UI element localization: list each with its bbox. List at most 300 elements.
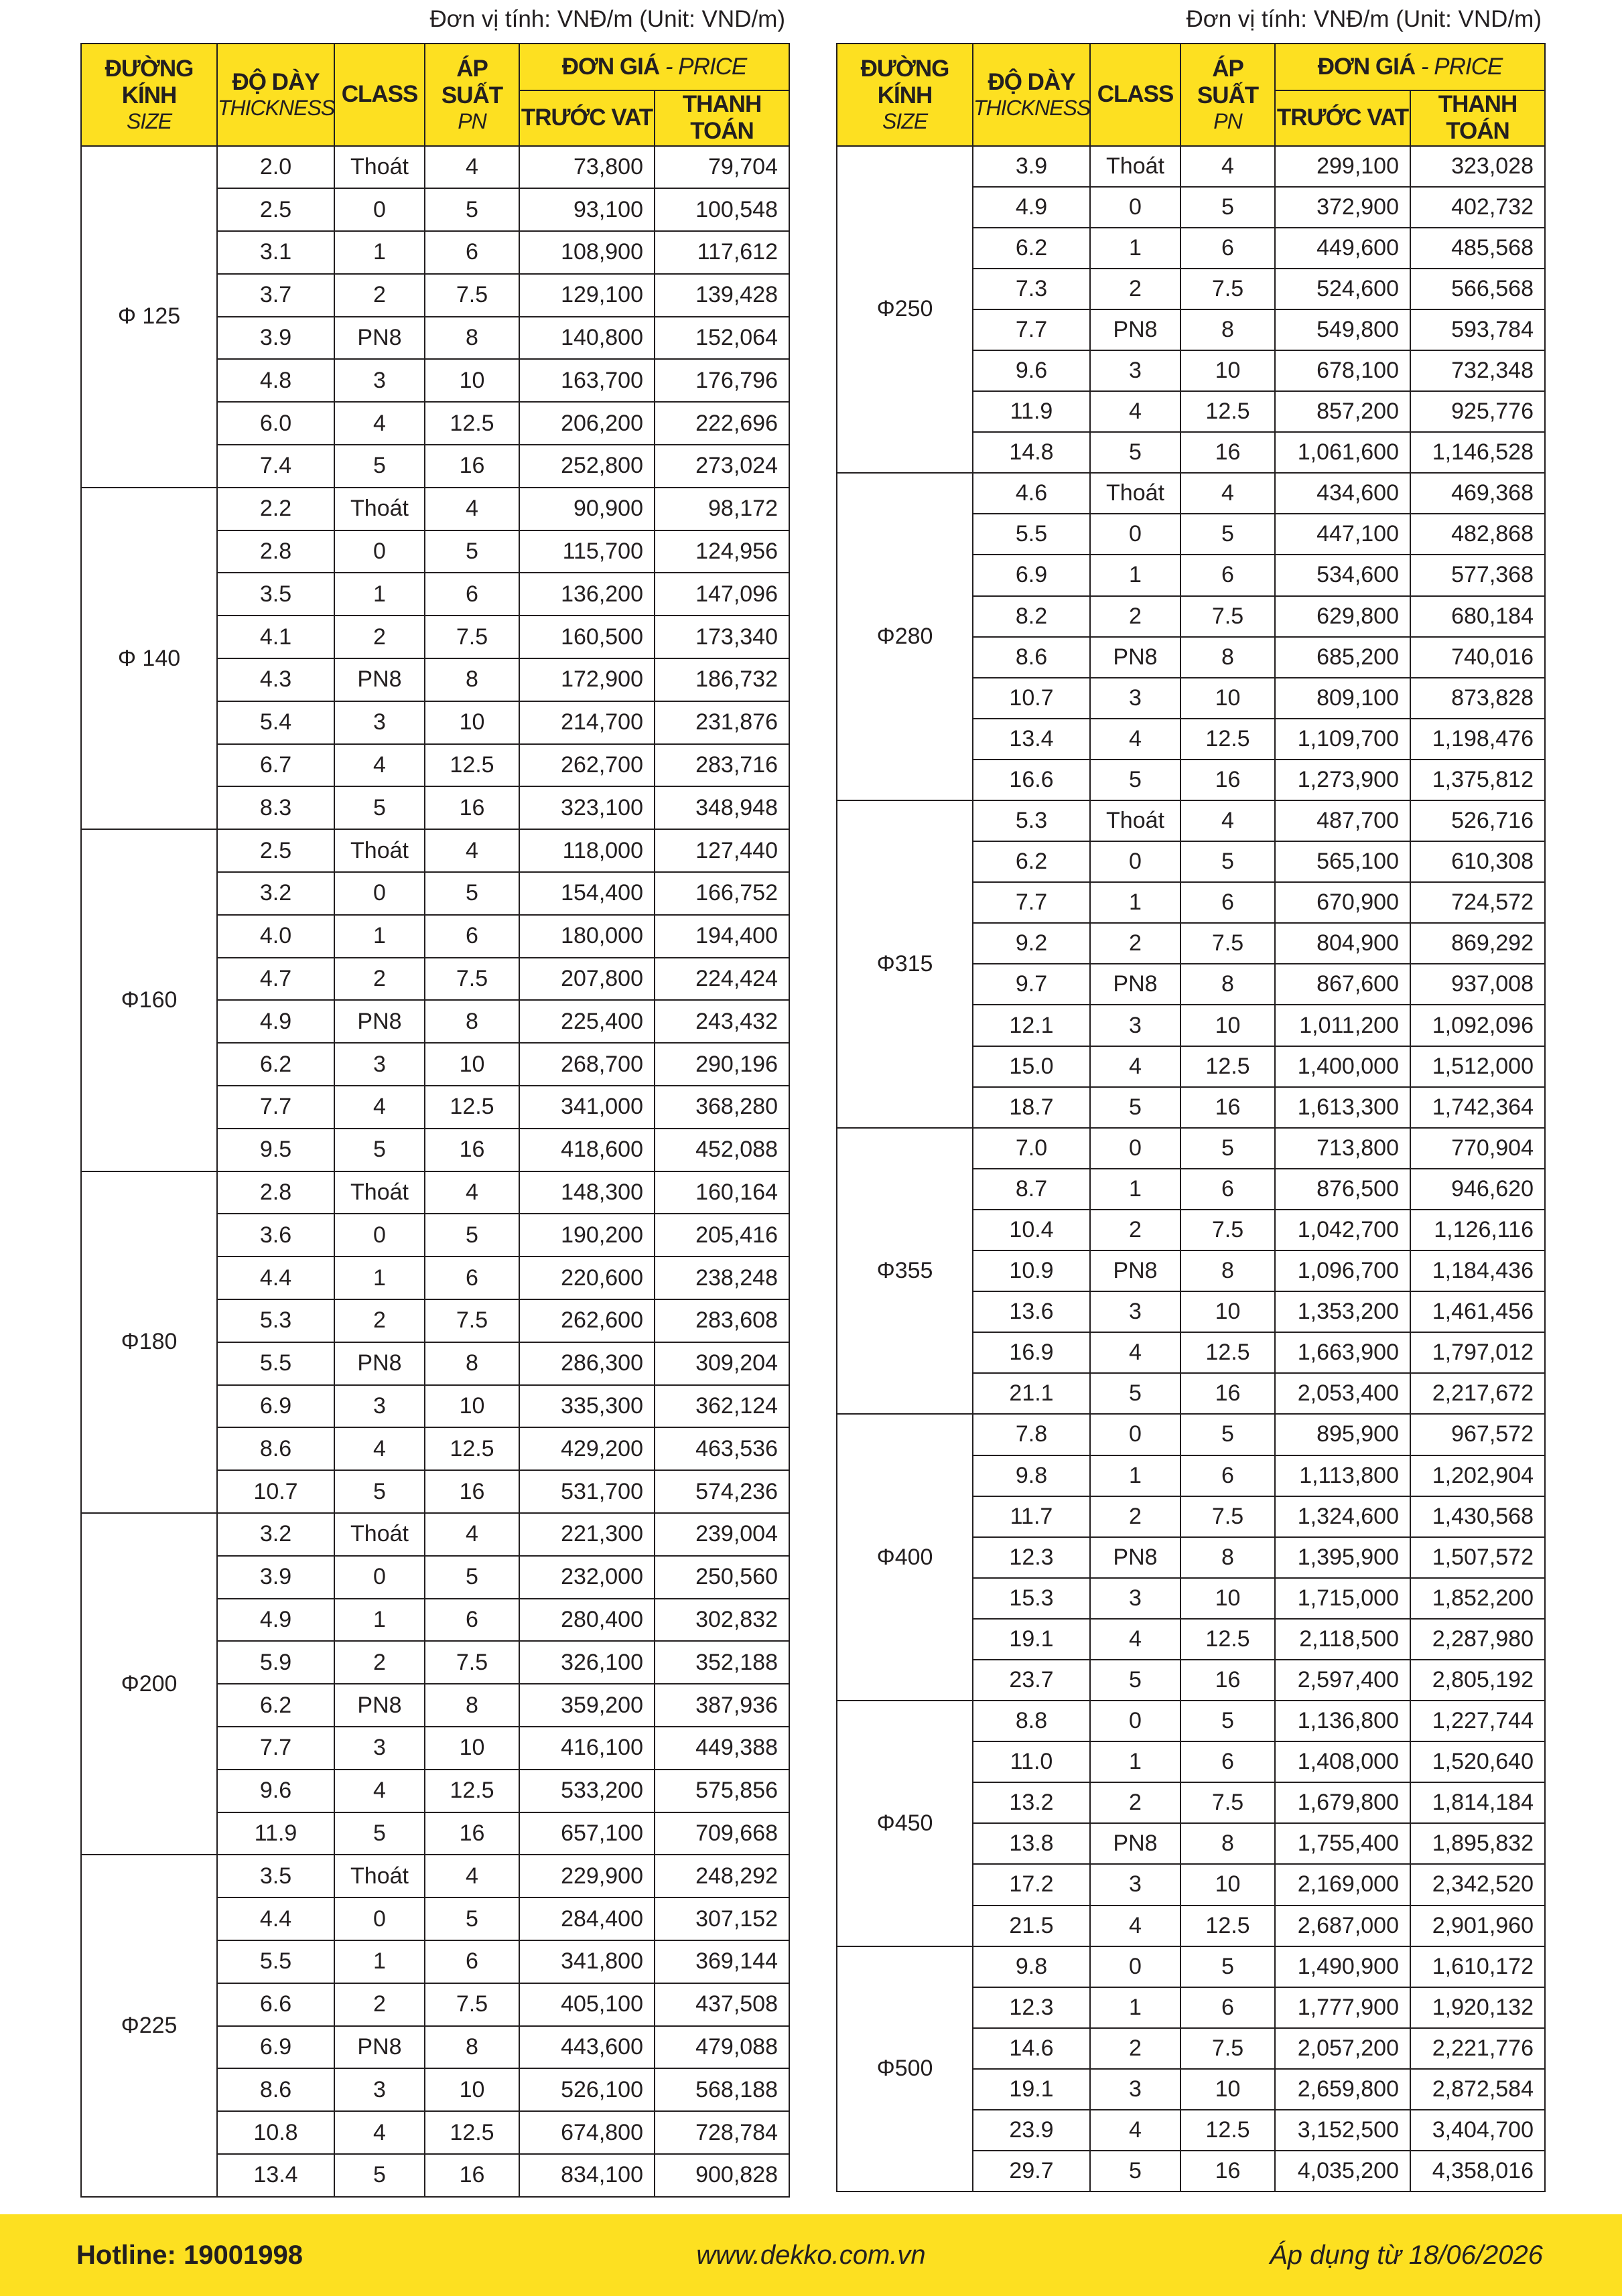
- class-cell: 4: [1090, 391, 1180, 432]
- payment-price-cell: 139,428: [655, 274, 789, 317]
- pre-vat-price-cell: 207,800: [519, 958, 655, 1001]
- class-cell: 2: [1090, 2028, 1180, 2069]
- thickness-cell: 3.2: [217, 1513, 334, 1556]
- class-cell: 4: [334, 2111, 425, 2154]
- payment-price-cell: 186,732: [655, 658, 789, 701]
- pre-vat-price-cell: 4,035,200: [1275, 2151, 1410, 2192]
- pressure-cell: 12.5: [1180, 2110, 1275, 2151]
- thickness-cell: 4.1: [217, 616, 334, 658]
- thickness-cell: 5.5: [217, 1342, 334, 1385]
- thickness-cell: 8.3: [217, 786, 334, 829]
- pre-vat-price-cell: 533,200: [519, 1770, 655, 1812]
- class-cell: 3: [1090, 1005, 1180, 1046]
- class-cell: Thoát: [334, 1855, 425, 1897]
- payment-price-cell: 323,028: [1410, 146, 1545, 187]
- pre-vat-price-cell: 2,053,400: [1275, 1373, 1410, 1414]
- pre-vat-price-cell: 549,800: [1275, 309, 1410, 350]
- payment-price-cell: 1,852,200: [1410, 1578, 1545, 1619]
- pre-vat-price-cell: 713,800: [1275, 1128, 1410, 1169]
- pre-vat-price-cell: 1,679,800: [1275, 1782, 1410, 1823]
- payment-price-cell: 1,920,132: [1410, 1987, 1545, 2028]
- pre-vat-price-cell: 857,200: [1275, 391, 1410, 432]
- pre-vat-price-cell: 834,100: [519, 2154, 655, 2197]
- payment-price-cell: 482,868: [1410, 514, 1545, 555]
- pressure-header: ÁP SUẤT PN: [425, 44, 519, 146]
- payment-price-cell: 2,901,960: [1410, 1906, 1545, 1946]
- pre-vat-price-cell: 449,600: [1275, 228, 1410, 269]
- class-cell: 0: [334, 872, 425, 915]
- payment-price-cell: 173,340: [655, 616, 789, 658]
- pressure-cell: 5: [1180, 1701, 1275, 1741]
- payment-price-cell: 243,432: [655, 1000, 789, 1043]
- table-row: [81, 488, 789, 530]
- pressure-cell: 4: [1180, 800, 1275, 841]
- pre-vat-price-cell: 867,600: [1275, 964, 1410, 1005]
- thickness-cell: 6.2: [973, 841, 1090, 882]
- payment-price-cell: 100,548: [655, 188, 789, 231]
- pre-vat-price-cell: 1,096,700: [1275, 1250, 1410, 1291]
- class-cell: 1: [1090, 1741, 1180, 1782]
- pre-vat-price-cell: 341,000: [519, 1086, 655, 1129]
- class-cell: PN8: [1090, 964, 1180, 1005]
- pre-vat-price-cell: 416,100: [519, 1727, 655, 1770]
- payment-price-cell: 770,904: [1410, 1128, 1545, 1169]
- class-cell: 3: [334, 1727, 425, 1770]
- class-cell: 4: [334, 1427, 425, 1470]
- pressure-cell: 8: [1180, 637, 1275, 678]
- payment-price-cell: 387,936: [655, 1684, 789, 1727]
- payment-price-cell: 1,375,812: [1410, 760, 1545, 800]
- payment-price-cell: 925,776: [1410, 391, 1545, 432]
- pre-vat-price-cell: 232,000: [519, 1556, 655, 1599]
- thickness-cell: 12.1: [973, 1005, 1090, 1046]
- thickness-cell: 6.2: [217, 1043, 334, 1086]
- payment-price-cell: 526,716: [1410, 800, 1545, 841]
- pressure-cell: 16: [1180, 432, 1275, 473]
- payment-price-cell: 2,287,980: [1410, 1619, 1545, 1660]
- thickness-cell: 7.4: [217, 445, 334, 488]
- thickness-cell: 9.8: [973, 1455, 1090, 1496]
- pre-vat-price-cell: 1,755,400: [1275, 1823, 1410, 1864]
- pressure-cell: 7.5: [425, 1983, 519, 2026]
- pre-vat-price-cell: 2,118,500: [1275, 1619, 1410, 1660]
- table-row: [837, 1946, 1545, 1987]
- pressure-cell: 7.5: [1180, 1496, 1275, 1537]
- payment-price-cell: 166,752: [655, 872, 789, 915]
- pre-vat-price-cell: 1,136,800: [1275, 1701, 1410, 1741]
- class-cell: 1: [1090, 1987, 1180, 2028]
- class-cell: 3: [334, 1385, 425, 1428]
- payment-price-cell: 1,520,640: [1410, 1741, 1545, 1782]
- pre-vat-price-cell: 1,042,700: [1275, 1210, 1410, 1250]
- class-cell: 2: [1090, 596, 1180, 637]
- thickness-cell: 5.5: [973, 514, 1090, 555]
- payment-price-cell: 224,424: [655, 958, 789, 1001]
- pressure-cell: 5: [1180, 841, 1275, 882]
- thickness-cell: 29.7: [973, 2151, 1090, 2192]
- pressure-cell: 7.5: [425, 1299, 519, 1342]
- payment-price-cell: 124,956: [655, 530, 789, 573]
- class-cell: 1: [334, 573, 425, 616]
- thickness-cell: 6.9: [973, 555, 1090, 595]
- class-cell: 5: [334, 2154, 425, 2197]
- website-link[interactable]: www.dekko.com.vn: [696, 2240, 926, 2270]
- pressure-cell: 16: [1180, 1087, 1275, 1128]
- payment-price-cell: 1,227,744: [1410, 1701, 1545, 1741]
- class-cell: 0: [334, 1556, 425, 1599]
- class-cell: 5: [334, 1470, 425, 1513]
- pressure-cell: 6: [425, 573, 519, 616]
- class-cell: 1: [1090, 1455, 1180, 1496]
- size-cell: Φ180: [81, 1171, 217, 1513]
- payment-header: THANH TOÁN: [655, 90, 789, 146]
- pre-vat-price-cell: 90,900: [519, 488, 655, 530]
- payment-price-cell: 160,164: [655, 1171, 789, 1214]
- thickness-cell: 12.3: [973, 1537, 1090, 1578]
- size-cell: Φ450: [837, 1701, 973, 1946]
- pressure-cell: 7.5: [425, 958, 519, 1001]
- pressure-cell: 8: [1180, 309, 1275, 350]
- pressure-cell: 12.5: [1180, 1906, 1275, 1946]
- class-cell: PN8: [1090, 637, 1180, 678]
- payment-price-cell: 238,248: [655, 1257, 789, 1299]
- table-row: [837, 146, 1545, 187]
- thickness-cell: 8.8: [973, 1701, 1090, 1741]
- thickness-cell: 3.5: [217, 1855, 334, 1897]
- pre-vat-price-cell: 418,600: [519, 1129, 655, 1171]
- pressure-cell: 6: [1180, 1455, 1275, 1496]
- class-cell: 0: [1090, 1128, 1180, 1169]
- pre-vat-price-cell: 136,200: [519, 573, 655, 616]
- payment-price-cell: 469,368: [1410, 473, 1545, 514]
- price-table-right: [836, 43, 1546, 2192]
- pressure-cell: 8: [425, 1000, 519, 1043]
- thickness-cell: 11.0: [973, 1741, 1090, 1782]
- pressure-cell: 5: [1180, 1128, 1275, 1169]
- thickness-cell: 5.9: [217, 1641, 334, 1684]
- payment-price-cell: 283,716: [655, 744, 789, 787]
- class-cell: 2: [1090, 1496, 1180, 1537]
- size-header: ĐƯỜNG KÍNH SIZE: [81, 44, 217, 146]
- thickness-cell: 11.9: [217, 1812, 334, 1855]
- payment-price-cell: 2,217,672: [1410, 1373, 1545, 1414]
- size-cell: Φ250: [837, 146, 973, 474]
- payment-price-cell: 1,126,116: [1410, 1210, 1545, 1250]
- thickness-cell: 9.7: [973, 964, 1090, 1005]
- pre-vat-price-cell: 670,900: [1275, 882, 1410, 923]
- pressure-cell: 12.5: [1180, 1046, 1275, 1087]
- thickness-cell: 13.4: [973, 719, 1090, 760]
- payment-price-cell: 248,292: [655, 1855, 789, 1897]
- thickness-cell: 21.1: [973, 1373, 1090, 1414]
- payment-price-cell: 273,024: [655, 445, 789, 488]
- class-cell: 0: [1090, 514, 1180, 555]
- thickness-cell: 3.1: [217, 231, 334, 274]
- payment-price-cell: 369,144: [655, 1940, 789, 1983]
- class-cell: 3: [1090, 1291, 1180, 1332]
- pressure-cell: 12.5: [425, 2111, 519, 2154]
- thickness-cell: 5.3: [217, 1299, 334, 1342]
- pressure-cell: 16: [1180, 2151, 1275, 2192]
- price-header: ĐƠN GIÁ - PRICE: [519, 44, 789, 90]
- class-cell: 0: [1090, 187, 1180, 228]
- pre-vat-price-cell: 180,000: [519, 915, 655, 958]
- thickness-cell: 4.7: [217, 958, 334, 1001]
- pre-vat-price-cell: 1,613,300: [1275, 1087, 1410, 1128]
- payment-price-cell: 1,184,436: [1410, 1250, 1545, 1291]
- pressure-cell: 6: [1180, 1169, 1275, 1210]
- pressure-cell: 6: [1180, 1741, 1275, 1782]
- pressure-cell: 4: [1180, 473, 1275, 514]
- class-cell: PN8: [1090, 1823, 1180, 1864]
- class-cell: 4: [1090, 719, 1180, 760]
- class-cell: 2: [1090, 923, 1180, 964]
- class-cell: 0: [1090, 1946, 1180, 1987]
- class-cell: 4: [334, 402, 425, 445]
- pre-vat-price-cell: 93,100: [519, 188, 655, 231]
- pressure-cell: 10: [425, 701, 519, 744]
- payment-price-cell: 302,832: [655, 1599, 789, 1642]
- thickness-cell: 21.5: [973, 1906, 1090, 1946]
- pressure-cell: 12.5: [1180, 391, 1275, 432]
- pre-vat-price-cell: 268,700: [519, 1043, 655, 1086]
- pressure-cell: 16: [425, 1812, 519, 1855]
- pressure-cell: 4: [425, 829, 519, 872]
- class-cell: 2: [1090, 1210, 1180, 1250]
- table-row: [81, 829, 789, 872]
- payment-price-cell: 946,620: [1410, 1169, 1545, 1210]
- thickness-cell: 7.3: [973, 269, 1090, 309]
- class-cell: Thoát: [334, 146, 425, 189]
- thickness-header: ĐỘ DÀY THICKNESS: [973, 44, 1090, 146]
- pressure-cell: 5: [425, 1214, 519, 1257]
- size-header: ĐƯỜNG KÍNH SIZE: [837, 44, 973, 146]
- class-cell: PN8: [334, 1342, 425, 1385]
- payment-price-cell: 680,184: [1410, 596, 1545, 637]
- thickness-cell: 7.7: [973, 309, 1090, 350]
- payment-price-cell: 1,198,476: [1410, 719, 1545, 760]
- pre-vat-price-cell: 685,200: [1275, 637, 1410, 678]
- pre-vat-price-cell: 809,100: [1275, 678, 1410, 719]
- thickness-cell: 13.4: [217, 2154, 334, 2197]
- thickness-cell: 6.2: [217, 1684, 334, 1727]
- pressure-cell: 12.5: [425, 1427, 519, 1470]
- thickness-cell: 4.3: [217, 658, 334, 701]
- payment-price-cell: 967,572: [1410, 1414, 1545, 1455]
- class-cell: 4: [1090, 2110, 1180, 2151]
- thickness-cell: 4.0: [217, 915, 334, 958]
- pressure-cell: 10: [1180, 2069, 1275, 2110]
- pre-vat-price-cell: 284,400: [519, 1897, 655, 1940]
- class-cell: 2: [334, 1299, 425, 1342]
- pre-vat-price-cell: 129,100: [519, 274, 655, 317]
- pressure-cell: 16: [425, 1129, 519, 1171]
- unit-note-left: Đơn vị tính: VNĐ/m (Unit: VND/m): [429, 6, 785, 32]
- pressure-cell: 7.5: [1180, 1782, 1275, 1823]
- pre-vat-price-cell: 262,600: [519, 1299, 655, 1342]
- pre-vat-price-cell: 280,400: [519, 1599, 655, 1642]
- pre-vat-price-cell: 299,100: [1275, 146, 1410, 187]
- thickness-cell: 2.8: [217, 1171, 334, 1214]
- pressure-cell: 7.5: [1180, 2028, 1275, 2069]
- pressure-cell: 6: [425, 915, 519, 958]
- payment-price-cell: 1,742,364: [1410, 1087, 1545, 1128]
- pre-vat-price-cell: 148,300: [519, 1171, 655, 1214]
- class-cell: 2: [334, 958, 425, 1001]
- table-row: [837, 473, 1545, 514]
- payment-price-cell: 1,202,904: [1410, 1455, 1545, 1496]
- pressure-cell: 16: [425, 1470, 519, 1513]
- pre-vat-price-cell: 524,600: [1275, 269, 1410, 309]
- pre-vat-price-cell: 447,100: [1275, 514, 1410, 555]
- pressure-cell: 4: [1180, 146, 1275, 187]
- pressure-cell: 5: [425, 1556, 519, 1599]
- pre-vat-price-cell: 405,100: [519, 1983, 655, 2026]
- pre-vat-price-cell: 341,800: [519, 1940, 655, 1983]
- class-cell: Thoát: [334, 829, 425, 872]
- pressure-cell: 12.5: [425, 1770, 519, 1812]
- pre-vat-price-cell: 225,400: [519, 1000, 655, 1043]
- class-cell: 4: [1090, 1332, 1180, 1373]
- class-cell: 0: [1090, 1414, 1180, 1455]
- thickness-cell: 2.2: [217, 488, 334, 530]
- pressure-cell: 4: [425, 1171, 519, 1214]
- thickness-cell: 5.3: [973, 800, 1090, 841]
- class-cell: 5: [1090, 760, 1180, 800]
- payment-price-cell: 566,568: [1410, 269, 1545, 309]
- class-header: CLASS: [1090, 44, 1180, 146]
- pre-vat-price-cell: 115,700: [519, 530, 655, 573]
- pre-vat-price-cell: 172,900: [519, 658, 655, 701]
- pre-vat-price-cell: 2,597,400: [1275, 1660, 1410, 1701]
- payment-price-cell: 4,358,016: [1410, 2151, 1545, 2192]
- pressure-cell: 16: [425, 786, 519, 829]
- pressure-cell: 7.5: [425, 1641, 519, 1684]
- pre-vat-price-cell: 657,100: [519, 1812, 655, 1855]
- class-cell: PN8: [334, 1000, 425, 1043]
- class-cell: 3: [1090, 678, 1180, 719]
- pre-vat-price-cell: 2,659,800: [1275, 2069, 1410, 2110]
- payment-price-cell: 449,388: [655, 1727, 789, 1770]
- class-cell: Thoát: [1090, 473, 1180, 514]
- payment-price-cell: 485,568: [1410, 228, 1545, 269]
- table-row: [81, 1171, 789, 1214]
- class-cell: PN8: [334, 1684, 425, 1727]
- pre-vat-price-cell: 190,200: [519, 1214, 655, 1257]
- thickness-cell: 7.7: [973, 882, 1090, 923]
- pre-vat-price-cell: 118,000: [519, 829, 655, 872]
- thickness-cell: 4.6: [973, 473, 1090, 514]
- pre-vat-price-cell: 335,300: [519, 1385, 655, 1428]
- thickness-cell: 2.8: [217, 530, 334, 573]
- pre-vat-price-cell: 674,800: [519, 2111, 655, 2154]
- pressure-cell: 5: [425, 530, 519, 573]
- class-cell: 4: [1090, 1906, 1180, 1946]
- thickness-cell: 10.4: [973, 1210, 1090, 1250]
- class-cell: 3: [334, 2068, 425, 2111]
- pre-vat-price-cell: 531,700: [519, 1470, 655, 1513]
- thickness-cell: 3.6: [217, 1214, 334, 1257]
- pre-vat-price-cell: 1,011,200: [1275, 1005, 1410, 1046]
- thickness-cell: 3.9: [973, 146, 1090, 187]
- payment-price-cell: 362,124: [655, 1385, 789, 1428]
- pressure-cell: 10: [425, 1385, 519, 1428]
- pressure-cell: 7.5: [1180, 1210, 1275, 1250]
- pressure-cell: 8: [425, 658, 519, 701]
- pre-vat-price-cell: 286,300: [519, 1342, 655, 1385]
- pressure-cell: 6: [425, 1940, 519, 1983]
- thickness-cell: 11.7: [973, 1496, 1090, 1537]
- pre-vat-price-cell: 434,600: [1275, 473, 1410, 514]
- size-cell: Φ280: [837, 473, 973, 800]
- payment-price-cell: 577,368: [1410, 555, 1545, 595]
- payment-price-cell: 2,805,192: [1410, 1660, 1545, 1701]
- pressure-cell: 16: [1180, 1373, 1275, 1414]
- pressure-cell: 5: [1180, 1946, 1275, 1987]
- payment-price-cell: 1,814,184: [1410, 1782, 1545, 1823]
- class-cell: 1: [1090, 1169, 1180, 1210]
- payment-price-cell: 352,188: [655, 1641, 789, 1684]
- class-cell: 5: [1090, 1087, 1180, 1128]
- pressure-cell: 7.5: [1180, 596, 1275, 637]
- pressure-cell: 6: [425, 1599, 519, 1642]
- class-cell: 2: [334, 274, 425, 317]
- payment-price-cell: 147,096: [655, 573, 789, 616]
- pressure-cell: 10: [1180, 1578, 1275, 1619]
- payment-price-cell: 79,704: [655, 146, 789, 189]
- hotline-text[interactable]: Hotline: 19001998: [76, 2240, 303, 2270]
- class-cell: Thoát: [334, 488, 425, 530]
- thickness-cell: 7.8: [973, 1414, 1090, 1455]
- pre-vat-price-cell: 2,687,000: [1275, 1906, 1410, 1946]
- size-cell: Φ200: [81, 1513, 217, 1855]
- table-row: [837, 1128, 1545, 1169]
- class-cell: 5: [1090, 1660, 1180, 1701]
- class-cell: 0: [334, 1897, 425, 1940]
- size-cell: Φ 125: [81, 146, 217, 488]
- payment-header: THANH TOÁN: [1410, 90, 1545, 146]
- pre-vat-price-cell: 1,395,900: [1275, 1537, 1410, 1578]
- pressure-cell: 8: [425, 317, 519, 360]
- class-cell: PN8: [334, 2026, 425, 2069]
- payment-price-cell: 593,784: [1410, 309, 1545, 350]
- class-cell: 2: [334, 616, 425, 658]
- pressure-cell: 16: [1180, 1660, 1275, 1701]
- payment-price-cell: 732,348: [1410, 350, 1545, 391]
- pre-vat-price-cell: 1,061,600: [1275, 432, 1410, 473]
- thickness-cell: 16.6: [973, 760, 1090, 800]
- pressure-cell: 5: [425, 188, 519, 231]
- pre-vat-header: TRƯỚC VAT: [519, 90, 655, 146]
- thickness-cell: 16.9: [973, 1332, 1090, 1373]
- class-cell: 1: [334, 1599, 425, 1642]
- thickness-cell: 9.5: [217, 1129, 334, 1171]
- thickness-cell: 3.7: [217, 274, 334, 317]
- class-cell: PN8: [1090, 1537, 1180, 1578]
- table-row: [837, 1701, 1545, 1741]
- payment-price-cell: 900,828: [655, 2154, 789, 2197]
- class-cell: 1: [334, 1257, 425, 1299]
- pressure-cell: 4: [425, 1855, 519, 1897]
- class-cell: 0: [1090, 1701, 1180, 1741]
- class-cell: 5: [1090, 1373, 1180, 1414]
- class-cell: 5: [1090, 432, 1180, 473]
- class-cell: 4: [334, 1770, 425, 1812]
- pre-vat-price-cell: 1,715,000: [1275, 1578, 1410, 1619]
- pre-vat-price-cell: 1,113,800: [1275, 1455, 1410, 1496]
- pre-vat-price-cell: 323,100: [519, 786, 655, 829]
- thickness-cell: 4.4: [217, 1257, 334, 1299]
